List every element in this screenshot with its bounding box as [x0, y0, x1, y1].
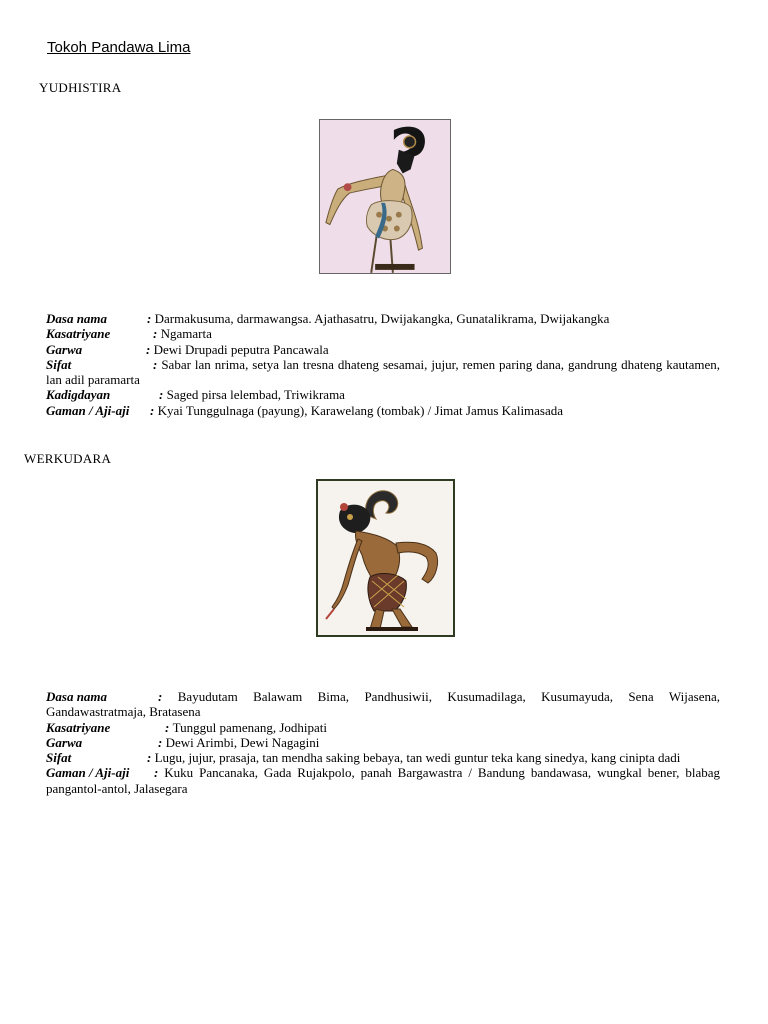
attribute-colon: : [150, 402, 158, 418]
wayang-illustration-yudhistira [320, 120, 450, 273]
attribute-row [46, 750, 720, 765]
attribute-label: Dasa nama [46, 311, 108, 326]
attribute-label: Gaman / Aji-aji [46, 402, 130, 418]
attribute-colon: : [158, 689, 178, 704]
attribute-row [46, 387, 720, 402]
attribute-label: Garwa [46, 734, 83, 750]
section-heading-werkudara: WERKUDARA [24, 451, 112, 466]
attribute-value: Saged pirsa lelembad, Triwikrama [166, 387, 345, 403]
page-title: Tokoh Pandawa Lima [47, 39, 191, 56]
attribute-label: Sifat [46, 750, 72, 766]
attribute-colon: : [153, 356, 162, 372]
attribute-row [46, 326, 720, 341]
attribute-value: Ngamarta [160, 326, 212, 342]
attribute-value: Lugu, jujur, prasaja, tan mendha saking bebaya, tan wedi guntur teka kang sinedya, kang cinipta dadi [154, 750, 681, 766]
attribute-label: Dasa nama [46, 689, 108, 704]
wayang-image-yudhistira [319, 119, 451, 274]
attribute-row [46, 765, 720, 796]
attribute-value: Kuku Pancanaka, Gada Rujakpolo, panah Bargawastra / Bandung bandawasa, wungkal bener, blabag pangantol-antol, Jalasegara [46, 765, 720, 796]
attribute-label: Sifat [46, 356, 72, 372]
attribute-row [46, 342, 720, 357]
attribute-colon: : [147, 750, 155, 766]
attribute-label: Garwa [46, 341, 83, 357]
section-heading-yudhistira: YUDHISTIRA [39, 80, 122, 95]
attribute-colon: : [165, 719, 173, 735]
attribute-colon: : [158, 734, 166, 750]
attribute-row [46, 735, 720, 750]
attribute-row [46, 403, 720, 418]
attributes-yudhistira [46, 311, 720, 418]
attribute-value: Darmakusuma, darmawangsa. Ajathasatru, Dwijakangka, Gunatalikrama, Dwijakangka [154, 311, 610, 326]
attribute-value: Tunggul pamenang, Jodhipati [172, 719, 328, 735]
wayang-image-werkudara [316, 479, 455, 637]
attribute-colon: : [153, 326, 161, 342]
attribute-label: Kasatriyane [46, 719, 111, 735]
attribute-label: Gaman / Aji-aji [46, 765, 130, 781]
attribute-colon: : [154, 765, 165, 781]
attribute-label: Kadigdayan [46, 387, 111, 403]
attribute-label: Kasatriyane [46, 326, 111, 342]
attribute-row [46, 720, 720, 735]
attribute-value: Dewi Arimbi, Dewi Nagagini [165, 734, 320, 750]
attribute-row [46, 357, 720, 388]
attribute-value: Sabar lan nrima, setya lan tresna dhateng sesamai, jujur, remen paring dana, gandrung dhateng kautamen, lan adil paramarta [46, 356, 720, 388]
attribute-value: Bayudutam Balawam Bima, Pandhusiwii, Kusumadilaga, Kusumayuda, Sena Wijasena, Gandawastratmaja, Bratasena [46, 689, 720, 720]
wayang-illustration-werkudara [318, 481, 453, 635]
attribute-colon: : [159, 387, 167, 403]
attribute-colon: : [146, 341, 154, 357]
attribute-value: Dewi Drupadi peputra Pancawala [153, 341, 329, 357]
attribute-value: Kyai Tunggulnaga (payung), Karawelang (tombak) / Jimat Jamus Kalimasada [157, 402, 564, 418]
attributes-werkudara [46, 689, 720, 796]
attribute-row [46, 689, 720, 720]
attribute-row [46, 311, 720, 326]
attribute-colon: : [147, 311, 155, 326]
